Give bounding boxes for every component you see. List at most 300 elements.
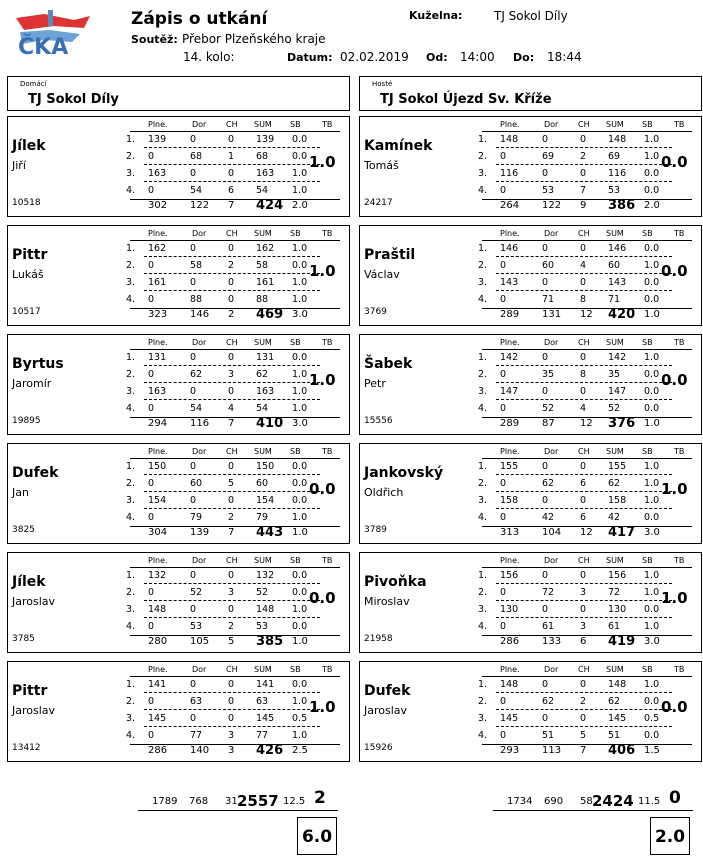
round-separator [496, 382, 672, 383]
round-cell: 1.0 [292, 185, 308, 196]
round-cell: 0.0 [644, 512, 660, 523]
round-cell: 1.0 [644, 352, 660, 363]
player-tb-points: 1.0 [309, 698, 336, 716]
round-cell: 145 [608, 713, 627, 724]
round-cell: 60 [256, 478, 269, 489]
round-cell: 143 [608, 277, 627, 288]
round-cell: 52 [190, 587, 203, 598]
player-total-cell: 9 [580, 200, 587, 211]
round-cell: 0.0 [292, 260, 308, 271]
player-total-cell: 1.0 [292, 527, 308, 538]
player-total-cell: 7 [228, 527, 235, 538]
column-header: Plne. [500, 556, 520, 565]
player-surname: Praštil [364, 247, 416, 263]
round-cell: 4 [580, 260, 587, 271]
column-header: SUM [606, 447, 624, 456]
player-firstname: Jaromír [12, 377, 52, 390]
round-cell: 0.0 [292, 587, 308, 598]
round-cell: 0 [580, 352, 587, 363]
player-tb-points: 1.0 [661, 480, 688, 498]
datum-label: Datum: [287, 51, 333, 64]
player-firstname: Jiří [12, 159, 26, 172]
round-cell: 53 [542, 185, 555, 196]
player-registration: 3785 [12, 634, 35, 644]
round-cell: 52 [542, 403, 555, 414]
round-cell: 42 [542, 512, 555, 523]
round-separator [144, 273, 320, 274]
player-total-sum: 385 [256, 634, 284, 649]
player-tb-points: 0.0 [661, 262, 688, 280]
home-score: 6.0 [297, 817, 337, 855]
column-header: Dor [192, 338, 207, 347]
round-cell: 158 [500, 495, 519, 506]
player-total-sum: 419 [608, 634, 636, 649]
od-value: 14:00 [460, 50, 495, 64]
round-cell: 0.0 [292, 352, 308, 363]
column-header: SB [290, 665, 301, 674]
round-number: 1. [126, 461, 136, 472]
round-cell: 63 [190, 696, 203, 707]
round-cell: 0 [500, 185, 507, 196]
player-surname: Jankovský [364, 465, 444, 481]
round-cell: 0.5 [644, 713, 660, 724]
round-cell: 0.5 [292, 713, 308, 724]
column-header: SB [642, 665, 653, 674]
round-cell: 0 [500, 294, 507, 305]
round-cell: 0 [228, 713, 235, 724]
column-header: TB [674, 665, 685, 674]
round-number: 4. [126, 403, 136, 414]
round-cell: 0 [228, 294, 235, 305]
round-cell: 0 [500, 369, 507, 380]
round-cell: 148 [608, 679, 627, 690]
column-header: Plne. [148, 447, 168, 456]
column-header: SUM [254, 229, 272, 238]
round-cell: 0.0 [292, 495, 308, 506]
round-cell: 162 [148, 243, 167, 254]
round-cell: 161 [256, 277, 275, 288]
column-header: Plne. [500, 120, 520, 129]
round-cell: 1.0 [644, 478, 660, 489]
round-cell: 147 [500, 386, 519, 397]
home-caption: Domácí [20, 80, 47, 88]
round-cell: 148 [500, 134, 519, 145]
round-cell: 139 [148, 134, 167, 145]
player-total-cell: 12 [580, 418, 593, 429]
column-header: SUM [254, 447, 272, 456]
player-total-cell: 2.5 [292, 745, 308, 756]
round-cell: 0.0 [644, 604, 660, 615]
player-total-cell: 105 [190, 636, 210, 647]
final-ch: 58 [580, 796, 593, 807]
player-registration: 15926 [364, 743, 393, 753]
round-cell: 1.0 [292, 604, 308, 615]
round-cell: 0 [148, 696, 155, 707]
column-header: Dor [192, 665, 207, 674]
round-cell: 51 [542, 730, 555, 741]
round-separator [496, 147, 672, 148]
player-firstname: Petr [364, 377, 386, 390]
player-firstname: Oldřich [364, 486, 404, 499]
round-number: 3. [478, 713, 488, 724]
round-cell: 72 [608, 587, 621, 598]
column-header: Dor [192, 556, 207, 565]
player-total-sum: 420 [608, 307, 636, 322]
header-rule [130, 458, 340, 459]
column-header: TB [674, 556, 685, 565]
player-total-cell: 1.0 [644, 309, 660, 320]
round-cell: 62 [190, 369, 203, 380]
round-separator [496, 273, 672, 274]
round-number: 4. [126, 294, 136, 305]
round-separator [496, 491, 672, 492]
round-separator [144, 508, 320, 509]
round-cell: 0 [148, 185, 155, 196]
player-total-sum: 406 [608, 743, 636, 758]
final-tb: 2 [314, 788, 326, 808]
column-header: SUM [606, 665, 624, 674]
round-cell: 0 [148, 369, 155, 380]
round-cell: 1.0 [292, 730, 308, 741]
player-total-cell: 116 [190, 418, 210, 429]
column-header: SB [642, 556, 653, 565]
final-sb: 12.5 [283, 796, 306, 807]
column-header: CH [578, 229, 590, 238]
round-cell: 52 [608, 403, 621, 414]
column-header: TB [322, 338, 333, 347]
round-separator [144, 726, 320, 727]
round-cell: 0.0 [644, 403, 660, 414]
round-number: 3. [478, 168, 488, 179]
round-cell: 145 [500, 713, 519, 724]
svg-text:ČKA: ČKA [18, 35, 69, 58]
round-cell: 148 [608, 134, 627, 145]
final-rule [493, 810, 693, 811]
round-cell: 141 [148, 679, 167, 690]
round-cell: 0.0 [292, 461, 308, 472]
round-cell: 53 [256, 621, 269, 632]
column-header: Plne. [148, 556, 168, 565]
round-cell: 0 [190, 134, 197, 145]
guest-player-card [359, 552, 702, 653]
round-cell: 42 [608, 512, 621, 523]
round-cell: 4 [580, 403, 587, 414]
player-total-sum: 417 [608, 525, 636, 540]
round-cell: 63 [256, 696, 269, 707]
player-total-cell: 323 [148, 309, 168, 320]
final-tb: 0 [669, 788, 681, 808]
round-cell: 163 [256, 168, 275, 179]
round-cell: 0 [190, 604, 197, 615]
guest-player-card [359, 225, 702, 326]
round-cell: 0 [190, 277, 197, 288]
round-number: 2. [478, 151, 488, 162]
round-separator [496, 692, 672, 693]
round-cell: 54 [256, 403, 269, 414]
round-cell: 0 [148, 478, 155, 489]
player-total-cell: 140 [190, 745, 210, 756]
player-total-cell: 3.0 [292, 418, 308, 429]
player-registration: 10517 [12, 307, 41, 317]
round-cell: 0 [148, 294, 155, 305]
round-number: 1. [126, 243, 136, 254]
round-cell: 0 [500, 730, 507, 741]
player-surname: Dufek [364, 683, 411, 699]
round-cell: 0 [228, 386, 235, 397]
column-header: SB [642, 338, 653, 347]
round-cell: 0.0 [644, 168, 660, 179]
round-separator [144, 290, 320, 291]
player-total-cell: 2.0 [292, 200, 308, 211]
round-cell: 132 [256, 570, 275, 581]
player-surname: Jílek [12, 138, 46, 154]
round-number: 4. [478, 730, 488, 741]
player-total-cell: 104 [542, 527, 562, 538]
round-cell: 163 [148, 386, 167, 397]
round-cell: 3 [580, 587, 587, 598]
header-rule [130, 567, 340, 568]
column-header: Plne. [500, 447, 520, 456]
player-firstname: Jaroslav [364, 704, 408, 717]
round-cell: 62 [542, 696, 555, 707]
player-surname: Jílek [12, 574, 46, 590]
header-rule [482, 349, 692, 350]
player-tb-points: 1.0 [309, 371, 336, 389]
round-label: 14. kolo: [183, 50, 235, 64]
round-cell: 77 [256, 730, 269, 741]
column-header: Dor [544, 447, 559, 456]
round-separator [496, 709, 672, 710]
round-cell: 0.0 [292, 570, 308, 581]
round-cell: 2 [580, 696, 587, 707]
round-separator [144, 692, 320, 693]
round-cell: 161 [148, 277, 167, 288]
round-separator [144, 491, 320, 492]
round-cell: 1.0 [644, 260, 660, 271]
player-total-sum: 469 [256, 307, 284, 322]
column-header: SB [290, 556, 301, 565]
round-separator [144, 256, 320, 257]
round-cell: 62 [608, 696, 621, 707]
column-header: CH [226, 120, 238, 129]
column-header: SB [642, 447, 653, 456]
player-total-cell: 3.0 [644, 636, 660, 647]
round-cell: 1.0 [292, 277, 308, 288]
round-cell: 0 [580, 570, 587, 581]
round-number: 1. [478, 570, 488, 581]
round-cell: 0 [228, 604, 235, 615]
player-total-cell: 122 [542, 200, 562, 211]
column-header: Plne. [500, 665, 520, 674]
soutez-label: Soutěž: [131, 33, 178, 46]
round-number: 1. [478, 352, 488, 363]
round-cell: 0 [542, 495, 549, 506]
player-total-cell: 3 [228, 745, 235, 756]
player-surname: Kamínek [364, 138, 433, 154]
player-surname: Dufek [12, 465, 59, 481]
round-cell: 58 [190, 260, 203, 271]
round-cell: 53 [608, 185, 621, 196]
round-cell: 1 [228, 151, 235, 162]
round-cell: 6 [580, 512, 587, 523]
player-total-cell: 289 [500, 418, 520, 429]
round-separator [496, 164, 672, 165]
round-separator [144, 709, 320, 710]
round-separator [496, 600, 672, 601]
round-number: 2. [478, 696, 488, 707]
player-tb-points: 1.0 [661, 589, 688, 607]
player-total-sum: 443 [256, 525, 284, 540]
guest-player-card [359, 116, 702, 217]
column-header: SB [290, 338, 301, 347]
player-registration: 3769 [364, 307, 387, 317]
round-cell: 0 [148, 512, 155, 523]
player-total-cell: 264 [500, 200, 520, 211]
round-cell: 79 [190, 512, 203, 523]
player-total-cell: 289 [500, 309, 520, 320]
round-cell: 155 [500, 461, 519, 472]
round-cell: 0 [580, 277, 587, 288]
player-total-cell: 1.0 [292, 636, 308, 647]
round-number: 2. [478, 260, 488, 271]
player-firstname: Václav [364, 268, 400, 281]
round-cell: 130 [500, 604, 519, 615]
round-cell: 0 [542, 604, 549, 615]
player-total-cell: 131 [542, 309, 562, 320]
guest-caption: Hosté [372, 80, 393, 88]
round-cell: 148 [256, 604, 275, 615]
final-rule [138, 810, 338, 811]
final-ch: 31 [225, 796, 238, 807]
round-number: 3. [126, 168, 136, 179]
round-cell: 52 [256, 587, 269, 598]
player-tb-points: 0.0 [661, 153, 688, 171]
round-cell: 0 [148, 403, 155, 414]
round-cell: 0 [228, 495, 235, 506]
round-cell: 3 [228, 369, 235, 380]
round-cell: 0 [190, 679, 197, 690]
round-cell: 68 [190, 151, 203, 162]
column-header: CH [226, 556, 238, 565]
column-header: CH [578, 556, 590, 565]
round-cell: 132 [148, 570, 167, 581]
round-cell: 1.0 [644, 621, 660, 632]
column-header: SUM [254, 665, 272, 674]
round-cell: 0 [542, 570, 549, 581]
round-cell: 77 [190, 730, 203, 741]
player-tb-points: 0.0 [309, 589, 336, 607]
round-cell: 116 [608, 168, 627, 179]
round-cell: 163 [256, 386, 275, 397]
player-firstname: Miroslav [364, 595, 410, 608]
round-separator [144, 617, 320, 618]
home-player-card [7, 334, 350, 435]
round-cell: 0 [148, 730, 155, 741]
round-cell: 68 [256, 151, 269, 162]
round-cell: 0 [500, 512, 507, 523]
home-player-card [7, 116, 350, 217]
player-total-cell: 7 [228, 418, 235, 429]
round-separator [144, 583, 320, 584]
round-cell: 146 [608, 243, 627, 254]
round-cell: 2 [228, 512, 235, 523]
round-number: 2. [478, 587, 488, 598]
column-header: SUM [606, 556, 624, 565]
round-cell: 2 [580, 151, 587, 162]
round-cell: 0 [190, 495, 197, 506]
round-cell: 69 [542, 151, 555, 162]
round-cell: 0 [542, 243, 549, 254]
column-header: Plne. [500, 338, 520, 347]
round-cell: 143 [500, 277, 519, 288]
round-cell: 72 [542, 587, 555, 598]
column-header: TB [674, 447, 685, 456]
column-header: TB [322, 665, 333, 674]
round-number: 2. [126, 151, 136, 162]
guest-team-box [359, 76, 702, 111]
round-cell: 0.0 [644, 730, 660, 741]
round-cell: 0 [500, 621, 507, 632]
final-dor: 690 [544, 796, 564, 807]
player-tb-points: 0.0 [661, 371, 688, 389]
round-cell: 131 [256, 352, 275, 363]
round-cell: 0.0 [292, 478, 308, 489]
round-cell: 0 [542, 352, 549, 363]
player-total-cell: 2.0 [644, 200, 660, 211]
round-cell: 0 [500, 403, 507, 414]
round-separator [144, 365, 320, 366]
round-number: 3. [478, 277, 488, 288]
round-number: 3. [126, 713, 136, 724]
do-value: 18:44 [547, 50, 582, 64]
round-number: 2. [126, 696, 136, 707]
round-cell: 6 [580, 478, 587, 489]
player-total-sum: 426 [256, 743, 284, 758]
round-cell: 60 [190, 478, 203, 489]
round-number: 3. [478, 604, 488, 615]
player-total-cell: 12 [580, 309, 593, 320]
player-firstname: Jan [12, 486, 29, 499]
do-label: Do: [513, 51, 535, 64]
column-header: CH [578, 338, 590, 347]
column-header: SB [290, 120, 301, 129]
round-separator [496, 726, 672, 727]
round-cell: 0 [190, 386, 197, 397]
round-number: 4. [478, 621, 488, 632]
soutez-value: Přebor Plzeňského kraje [182, 32, 326, 46]
player-registration: 3825 [12, 525, 35, 535]
column-header: CH [226, 338, 238, 347]
round-separator [144, 164, 320, 165]
round-cell: 1.0 [292, 386, 308, 397]
round-cell: 8 [580, 369, 587, 380]
column-header: CH [578, 665, 590, 674]
round-cell: 0.0 [644, 243, 660, 254]
round-cell: 0 [228, 570, 235, 581]
round-number: 4. [126, 512, 136, 523]
round-cell: 0 [190, 352, 197, 363]
player-total-cell: 6 [580, 636, 587, 647]
round-cell: 1.0 [292, 168, 308, 179]
player-firstname: Jaroslav [12, 595, 56, 608]
player-tb-points: 0.0 [309, 480, 336, 498]
round-cell: 156 [500, 570, 519, 581]
player-registration: 10518 [12, 198, 41, 208]
player-total-cell: 3.0 [292, 309, 308, 320]
round-separator [496, 256, 672, 257]
round-cell: 1.0 [644, 151, 660, 162]
round-cell: 0 [580, 243, 587, 254]
